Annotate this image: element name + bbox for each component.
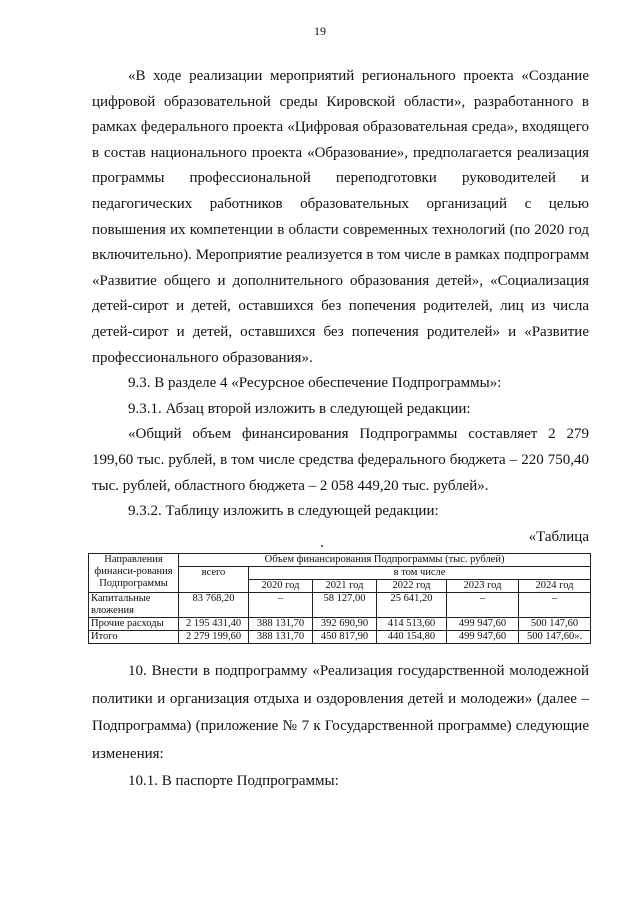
- table-row: [89, 593, 591, 618]
- paragraph-9-3-1: 9.3.1. Абзац второй изложить в следующей редакции:: [128, 400, 471, 417]
- cell: –: [519, 593, 591, 618]
- cell: 388 131,70: [249, 618, 313, 631]
- paragraph-total-funding: «Общий объем финансирования Подпрограммы составляет 2 279 199,60 тыс. рублей, в том числе средства федерального бюджета – 220 750,40 тыс. рублей, областного бюджета – 2 058 449,20 тыс. рублей».: [92, 426, 589, 494]
- row-label: Прочие расходы: [89, 618, 179, 631]
- year-header: 2023 год: [447, 580, 519, 593]
- paragraph-regional-project: «В ходе реализации мероприятий регионального проекта «Создание цифровой образовательной среды Кировской области», разработанного в рамках федерального проекта «Цифровая образовательная среда», входящего в состав национального проекта «Образование», предполагается реализация программы профессиональной переподготовки руководителей и педагогических работников образовательных организаций с целью повышения их компетенции в области современных технологий (по 2020 год включительно). Мероприятие реализуется в том числе в рамках подпрограмм «Развитие общего и дополнительного образования детей», «Социализация детей-сирот и детей, оставшихся без попечения родителей, лиц из числа детей-сирот и детей, оставшихся без попечения родителей» и «Развитие профессионального образования».: [92, 68, 589, 366]
- cell: –: [249, 593, 313, 618]
- subgroup-header: в том числе: [249, 567, 591, 580]
- page-number: 19: [314, 24, 326, 38]
- corner-header: Направления финанси-рования Подпрограммы: [89, 554, 179, 593]
- table-row: [89, 631, 591, 644]
- cell: 500 147,60: [519, 618, 591, 631]
- cell: 414 513,60: [377, 618, 447, 631]
- row-label: Итого: [89, 631, 179, 644]
- funding-table: [88, 553, 591, 644]
- cell: 392 690,90: [313, 618, 377, 631]
- cell-total: 83 768,20: [179, 593, 249, 618]
- cell: –: [447, 593, 519, 618]
- total-header: всего: [179, 567, 249, 593]
- body-text-bottom: [92, 658, 589, 796]
- cell: 388 131,70: [249, 631, 313, 644]
- decorative-dot: [321, 545, 323, 547]
- cell: 499 947,60: [447, 618, 519, 631]
- row-label: Капитальные вложения: [89, 593, 179, 618]
- cell-total: 2 195 431,40: [179, 618, 249, 631]
- cell-total: 2 279 199,60: [179, 631, 249, 644]
- paragraph-10: 10. Внести в подпрограмму «Реализация государственной молодежной политики и организация отдыха и оздоровления детей и молодежи» (далее – Подпрограмма) (приложение № 7 к Государственной программе) следующие изменения:: [92, 663, 589, 762]
- cell: 450 817,90: [313, 631, 377, 644]
- cell: 25 641,20: [377, 593, 447, 618]
- year-header: 2020 год: [249, 580, 313, 593]
- paragraph-10-1: 10.1. В паспорте Подпрограммы:: [128, 773, 339, 789]
- cell: 499 947,60: [447, 631, 519, 644]
- cell: 500 147,60».: [519, 631, 591, 644]
- paragraph-9-3: 9.3. В разделе 4 «Ресурсное обеспечение Подпрограммы»:: [128, 375, 502, 392]
- table-caption: «Таблица: [528, 528, 589, 545]
- year-header: 2021 год: [313, 580, 377, 593]
- table-row: [89, 618, 591, 631]
- year-header: 2022 год: [377, 580, 447, 593]
- group-header: Объем финансирования Подпрограммы (тыс. рублей): [179, 554, 591, 567]
- cell: 58 127,00: [313, 593, 377, 618]
- cell: 440 154,80: [377, 631, 447, 644]
- year-header: 2024 год: [519, 580, 591, 593]
- paragraph-9-3-2: 9.3.2. Таблицу изложить в следующей редакции:: [128, 503, 439, 520]
- body-text-top: [92, 64, 589, 550]
